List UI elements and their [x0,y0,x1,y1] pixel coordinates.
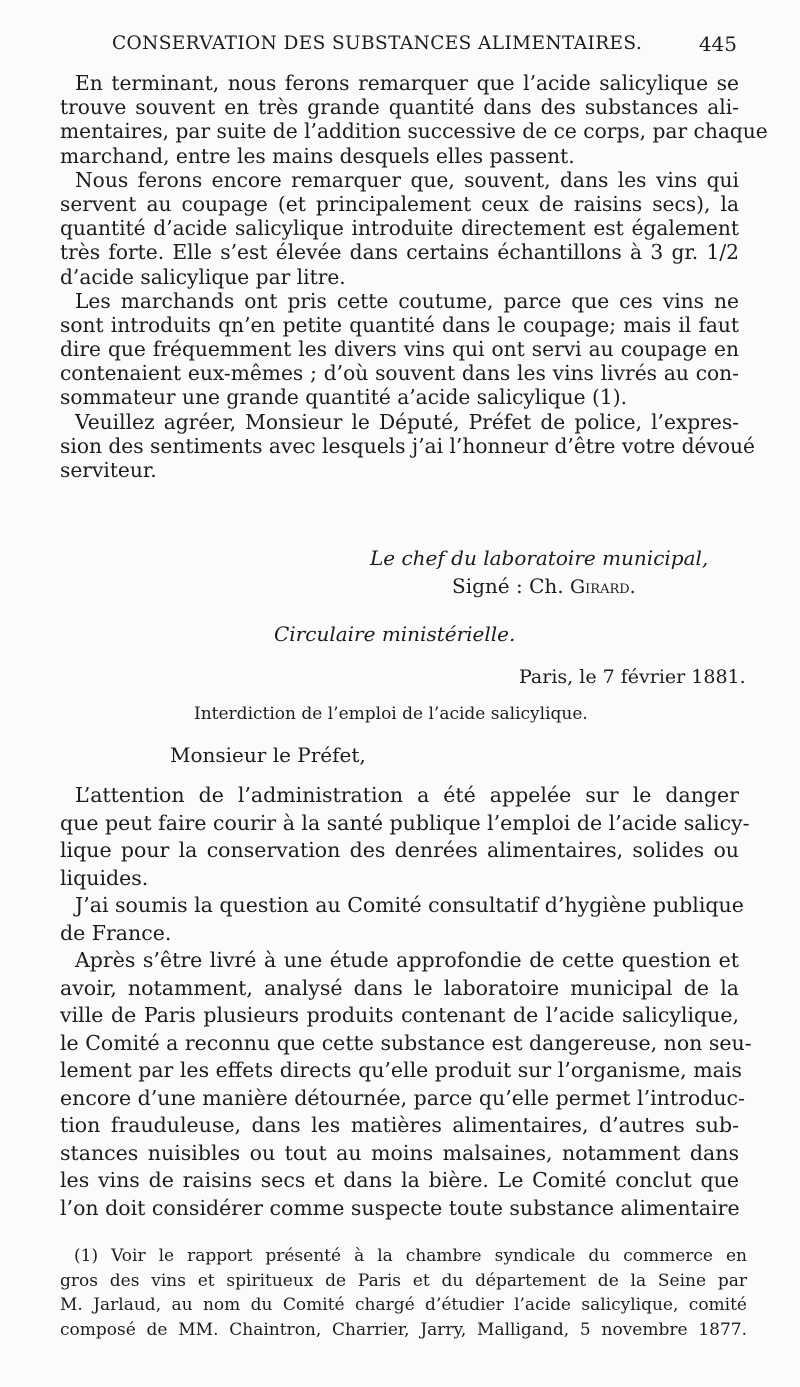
body-line: dire que fréquemment les divers vins qui ont servi au coupage en [60,337,739,362]
circular-line: stances nuisibles ou tout au moins malsaines, notamment dans [60,1140,739,1165]
signature-prefix: Signé : Ch. [452,574,570,598]
body-line: mentaires, par suite de l’addition successive de ce corps, par chaque [60,119,768,144]
circular-line: lique pour la conservation des denrées alimentaires, solides ou [60,838,739,862]
body-line: serviteur. [60,458,157,482]
body-line: En terminant, nous ferons remarquer que l’acide salicylique se [75,71,739,95]
running-head: CONSERVATION DES SUBSTANCES ALIMENTAIRES. [112,33,643,54]
circular-subject: Interdiction de l’emploi de l’acide salicylique. [194,704,588,724]
body-line: quantité d’acide salicylique introduite directement est également [60,216,739,241]
body-line: Veuillez agréer, Monsieur le Député, Préfet de police, l’expres- [75,409,739,434]
circular-line: J’ai soumis la question au Comité consultatif d’hygiène publique [75,893,744,917]
body-line: Les marchands ont pris cette coutume, parce que ces vins ne [75,288,739,313]
circular-line: que peut faire courir à la santé publique l’emploi de l’acide salicy- [60,810,750,835]
page-number: 445 [698,32,737,56]
footnote [60,1244,747,1342]
circular-salutation: Monsieur le Préfet, [170,743,366,767]
circular-line: avoir, notamment, analysé dans le laboratoire municipal de la [60,975,739,1000]
circular-line: les vins de raisins secs et dans la bière. Le Comité conclut que [60,1168,739,1192]
body-line: Nous ferons encore remarquer que, souvent, dans les vins qui [75,167,739,192]
body-line: sont introduits qn’en petite quantité dans le coupage; mais il faut [60,312,739,337]
signature-title: Le chef du laboratoire municipal, [370,546,709,570]
body-line: servent au coupage (et principalement ceux de raisins secs), la [60,191,739,216]
circular-line: tion frauduleuse, dans les matières alimentaires, d’autres sub- [60,1113,739,1137]
footnote-line: composé de MM. Chaintron, Charrier, Jarry, Malligand, 5 novembre 1877. [60,1319,747,1340]
circular-dateline: Paris, le 7 février 1881. [519,666,746,688]
body-line: contenaient eux-mêmes ; d’où souvent dans les vins livrés au con- [60,361,739,386]
circular-line: lement par les effets directs qu’elle produit sur l’organisme, mais [60,1058,742,1082]
circular-line: de France. [60,920,172,945]
body-line: d’acide salicylique par litre. [60,264,346,289]
circular-line: L’attention de l’administration a été appelée sur le danger [75,783,739,807]
circular-line: ville de Paris plusieurs produits contenant de l’acide salicylique, [60,1003,739,1027]
circular-body [60,782,752,1222]
signature-signed [452,574,636,598]
page-header [112,33,737,61]
footnote-line: (1) Voir le rapport présenté à la chambre syndicale du commerce en [74,1246,747,1266]
circular-line: liquides. [60,865,149,890]
circular-line: Après s’être livré à une étude approfondie de cette question et [75,948,739,972]
circular-line: l’on doit considérer comme suspecte toute substance alimentaire [60,1195,740,1220]
circular-line: encore d’une manière détournée, parce qu’elle permet l’introduc- [60,1085,745,1110]
body-line: trouve souvent en très grande quantité dans des substances ali- [60,95,739,120]
circular-title: Circulaire ministérielle. [274,622,516,646]
letter-body [60,71,768,482]
body-line: sion des sentiments avec lesquels j’ai l’honneur d’être votre dévoué [60,433,755,458]
footnote-line: M. Jarlaud, au nom du Comité chargé d’étudier l’acide salicylique, comité [60,1295,747,1315]
circular-line: le Comité a reconnu que cette substance est dangereuse, non seu- [60,1030,752,1055]
body-line: très forte. Elle s’est élevée dans certains échantillons à 3 gr. 1/2 [60,240,739,265]
body-line: sommateur une grande quantité a’acide salicylique (1). [60,385,628,410]
body-line: marchand, entre les mains desquels elles passent. [60,143,575,168]
footnote-line: gros des vins et spiritueux de Paris et du département de la Seine par [60,1270,747,1291]
signature-name: Girard. [569,576,636,598]
